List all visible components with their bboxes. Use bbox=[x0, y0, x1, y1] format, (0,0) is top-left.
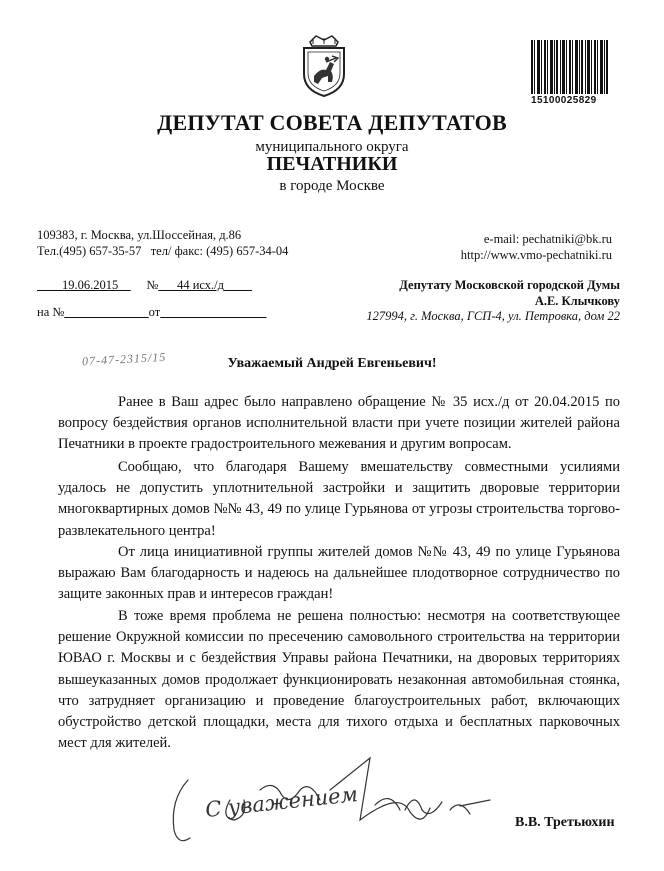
paragraph-1: Ранее в Ваш адрес было направлено обращение № 35 исх./д от 20.04.2015 по вопросу бездействия органов исполнительной власти при учете позиции жителей района Печатники в проекте градостроительного межевания и другим вопросам. bbox=[58, 394, 620, 453]
sender-address: 109383, г. Москва, ул.Шоссейная, д.86 bbox=[37, 228, 242, 242]
outgoing-reference bbox=[37, 278, 252, 293]
reply-date-field bbox=[160, 305, 266, 319]
recipient-title: Депутату Московской городской Думы bbox=[399, 278, 620, 292]
paragraph-3: От лица инициативной группы жителей домов №№ 43, 49 по улице Гурьянова выражаю Вам благодарность и надеюсь на дальнейшее плодотворное сотрудничество по защите законных прав и интересов граждан! bbox=[58, 544, 620, 603]
handwritten-greeting: С уважением bbox=[204, 782, 360, 822]
handwritten-signature bbox=[160, 750, 520, 850]
reference-date: 19.06.2015 bbox=[62, 278, 119, 292]
coat-of-arms-icon bbox=[296, 32, 352, 98]
greeting: Уважаемый Андрей Евгеньевич! bbox=[227, 356, 437, 371]
from-label: от bbox=[148, 305, 161, 319]
header-city: в городе Москве bbox=[279, 178, 385, 194]
reply-label: на № bbox=[37, 305, 65, 319]
header-municipality: муниципального округа bbox=[255, 139, 409, 155]
header-title: ДЕПУТАТ СОВЕТА ДЕПУТАТОВ bbox=[157, 110, 507, 135]
signer-name: В.В. Третьюхин bbox=[515, 815, 615, 830]
recipient-address: 127994, г. Москва, ГСП-4, ул. Петровка, дом 22 bbox=[366, 309, 620, 323]
reply-number-field bbox=[64, 305, 148, 319]
sender-phones: Тел.(495) 657-35-57 тел/ факс: (495) 657-34-04 bbox=[37, 244, 289, 258]
reference-number-field bbox=[158, 278, 252, 292]
reference-number: 44 исх./д bbox=[177, 278, 224, 292]
registration-stamp-note: 07-47-2315/15 bbox=[81, 349, 167, 369]
reference-date-field bbox=[37, 278, 131, 292]
paragraph-4: В тоже время проблема не решена полностью: несмотря на соответствующее решение Окружной комиссии по пресечению самовольного строительства на территории ЮВАО г. Москвы и с бездействия Управы района Печатники, на дворовых территориях вышеуказанных домов продолжает функционировать незаконная автомобильная стоянка, что затрудняет организацию и проведение благоустроительных работ, включающих обустройство детской площадки, места для тихого отдыха и бесплатных парковочных мест для жителей. bbox=[58, 608, 620, 752]
recipient-name: А.Е. Клычкову bbox=[534, 294, 620, 308]
sender-email[interactable]: e-mail: pechatniki@bk.ru bbox=[483, 232, 612, 246]
barcode-icon bbox=[531, 40, 609, 94]
header-district: ПЕЧАТНИКИ bbox=[266, 153, 398, 175]
sender-website[interactable]: http://www.vmo-pechatniki.ru bbox=[460, 248, 612, 262]
paragraph-2: Сообщаю, что благодаря Вашему вмешательству совместными усилиями удалось не допустить уплотнительной застройки и защитить дворовые территории многоквартирных домов №№ 43, 49 по улице Гурьянова от угрозы строительства торгово-развлекательного центра! bbox=[58, 459, 620, 539]
reply-reference bbox=[37, 305, 266, 320]
barcode-number: 15100025829 bbox=[531, 95, 597, 106]
reference-number-label: № bbox=[146, 278, 159, 292]
